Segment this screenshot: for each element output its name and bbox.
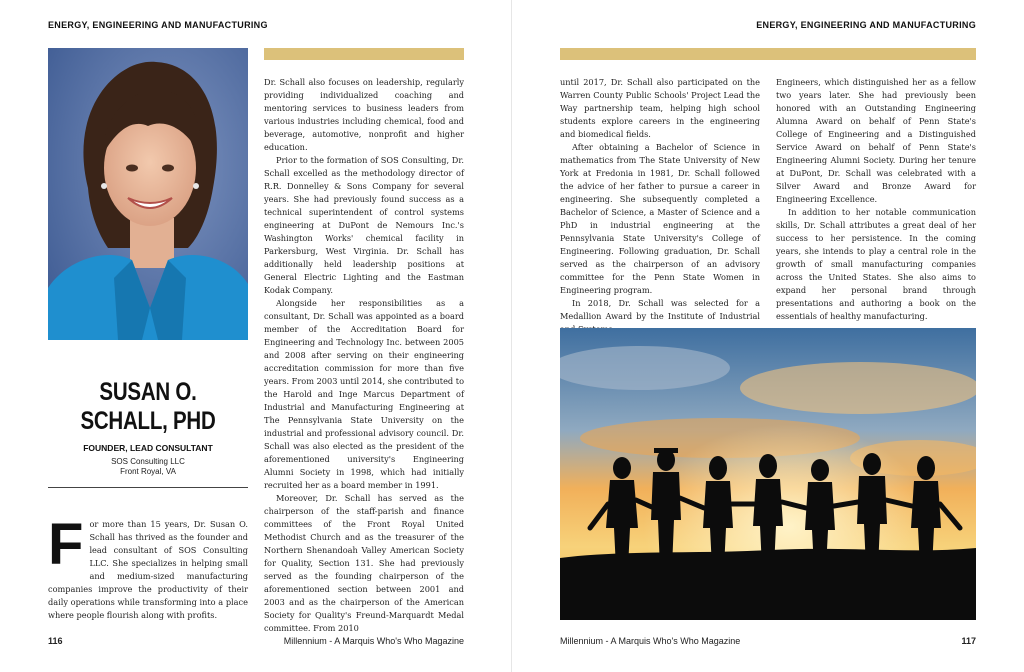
profile-name bbox=[66, 378, 230, 436]
profile-title: FOUNDER, LEAD CONSULTANT bbox=[83, 443, 213, 453]
paragraph: Dr. Schall also focuses on leadership, regularly providing individualized coaching and mentoring services to business leaders from various industries including chemical, food and beverage, automotive, nonprofit and higher education. bbox=[264, 77, 464, 152]
paragraph: Engineers, which distinguished her as a fellow two years later. She had previously been honored with an Outstanding Engineering Alumna Award on behalf of Penn State's College of Engineering and a Distinguished Service Award on behalf of Penn State's Engineering Alumni Society. During her tenure at DuPont, Dr. Schall was celebrated with a Silver Award and Bronze Award for Engineering Excellence. bbox=[776, 77, 976, 204]
paragraph: Prior to the formation of SOS Consulting, Dr. Schall excelled as the methodology director of R.R. Donnelley & Sons Company for several years. She had previously found success as a technical superintendent of control systems engineering at DuPont de Nemours Inc.'s Washington Works' chemical facility in Parkersburg, West Virginia. Dr. Schall has additionally held leadership positions at General Electric Lighting and the Eastman Kodak Company. bbox=[264, 155, 464, 295]
profile-company: SOS Consulting LLC bbox=[111, 457, 185, 466]
paragraph: or more than 15 years, Dr. Susan O. Schall has thrived as the founder and lead consultant of SOS Consulting LLC. She specializes in helping small and medium-sized manufacturing companies improve the productivity of their daily operations while transforming into a place where people flourish along with profits. bbox=[48, 519, 248, 620]
portrait-photo bbox=[48, 48, 248, 340]
page-number-left: 116 bbox=[48, 636, 63, 646]
profile-name-line2: SCHALL, PHD bbox=[80, 407, 216, 435]
section-header-left: ENERGY, ENGINEERING AND MANUFACTURING bbox=[48, 20, 268, 30]
paragraph: After obtaining a Bachelor of Science in mathematics from The State University of New York at Fredonia in 1981, Dr. Schall followed the advice of her father to pursue a career in engineering. She subsequently completed a Bachelor of Science, a Master of Science and a PhD in industrial engineering at the Pennsylvania State University's College of Engineering. Following graduation, Dr. Schall served as the chairperson of an advisory committee for the Penn State Women in Engineering program. bbox=[560, 142, 760, 295]
magazine-title-right: Millennium - A Marquis Who's Who Magazine bbox=[560, 636, 741, 646]
article-column-3 bbox=[560, 76, 760, 336]
paragraph: In 2018, Dr. Schall was selected for a Medallion Award by the Institute of Industrial bbox=[560, 298, 760, 321]
profile-name-line1: SUSAN O. bbox=[99, 378, 197, 406]
magazine-title-left: Millennium - A Marquis Who's Who Magazine bbox=[283, 636, 464, 646]
page-number-right: 117 bbox=[961, 636, 976, 646]
paragraph: Alongside her responsibilities as a consultant, Dr. Schall was appointed as a board member of the Accreditation Board for Engineering and Technology Inc. between 2005 and 2008 after serving on their engineering accreditation commission for more than five years. From 2003 until 2014, she contributed to the Harold and Inge Marcus Department of Industrial and Manufacturing Engineering at The Pennsylvania State University on the industrial and professional advisory council. Dr. Schall was also elected as the president of the aforementioned university's Engineering Alumni Society in 1998, which had initially recruited her as a board member in 1991. bbox=[264, 298, 464, 490]
article-column-4 bbox=[776, 76, 976, 323]
gold-band-left bbox=[264, 48, 464, 60]
paragraph: In addition to her notable communication skills, Dr. Schall attributes a great deal of her success to her persistence. In the coming years, she intends to play a central role in the growth of small manufacturing companies across the United States. She also aims to expand her personal brand through presentations and authoring a book on the essentials of healthy manufacturing. bbox=[776, 207, 976, 321]
article-column-1 bbox=[48, 512, 248, 622]
article-column-2 bbox=[264, 76, 464, 635]
paragraph: until 2017, Dr. Schall also participated on the Warren County Public Schools' Project Lead the Way partnership team, helping high school students explore careers in the engineering and biomedical fields. bbox=[560, 77, 760, 139]
gold-band-right bbox=[560, 48, 976, 60]
section-header-right: ENERGY, ENGINEERING AND MANUFACTURING bbox=[756, 20, 976, 30]
divider-rule bbox=[48, 487, 248, 488]
sunset-silhouette-photo bbox=[560, 328, 976, 620]
drop-cap: F bbox=[48, 512, 84, 577]
paragraph: Moreover, Dr. Schall has served as the chairperson of the staff-parish and finance committees of the Front Royal United Methodist Church and as the treasurer of the Northern Shenandoah Valley American Society for Quality, Section 131. She had previously served as the founding chairperson of the aforementioned section between 2001 and 2003 and as the chairperson of the American Society for Quality's Freund-Marquardt Medal committee. From 2010 bbox=[264, 493, 464, 633]
profile-location: Front Royal, VA bbox=[120, 467, 176, 476]
